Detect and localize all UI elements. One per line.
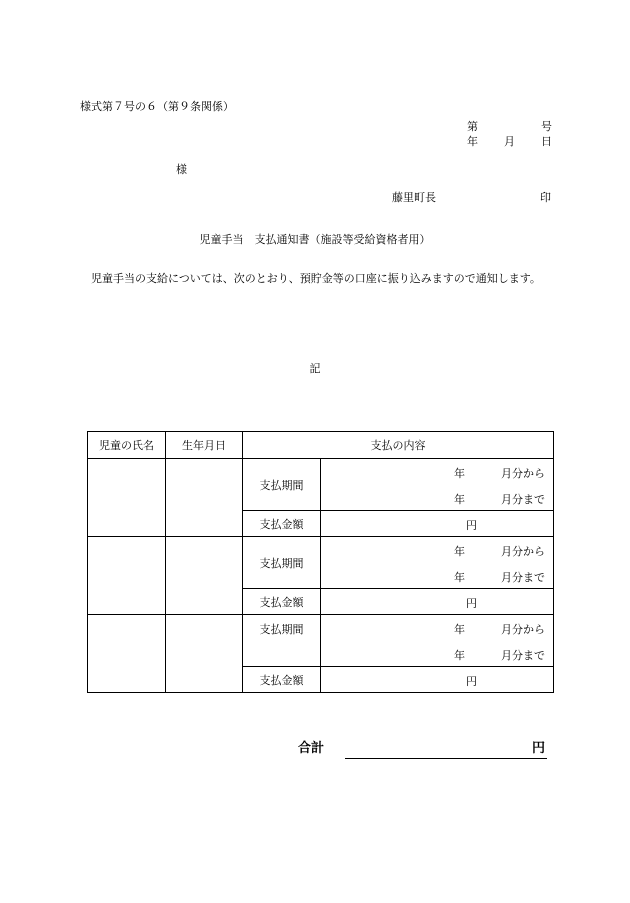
date-line [467,136,552,147]
header-birth-date: 生年月日 [166,432,243,459]
total-label: 合計 [298,741,325,756]
header-child-name: 児童の氏名 [88,432,166,459]
amount-yen: 円 [466,597,477,610]
addressee-honorific: 様 [176,163,187,176]
amount-label: 支払金額 [243,511,321,537]
amount-yen: 円 [466,675,477,688]
table-row [88,615,554,667]
child-name-cell [88,459,166,537]
number-suffix: 号 [541,120,552,133]
birth-date-cell [166,459,243,537]
period-from-text: 月分から [501,545,545,558]
period-label: 支払期間 [243,459,321,511]
period-to-year: 年 [454,571,465,584]
form-number-label: 様式第７号の６（第９条関係） [80,100,234,113]
table-row [88,459,554,511]
seal-mark: 印 [540,191,551,204]
child-name-cell [88,537,166,615]
amount-label: 支払金額 [243,667,321,693]
table-header-row [88,432,554,459]
period-to-year: 年 [454,649,465,662]
date-day: 日 [541,135,552,148]
table-row [88,537,554,589]
header-payment-content: 支払の内容 [243,432,554,459]
date-year: 年 [467,135,478,148]
amount-cell [321,511,554,537]
payment-table [87,431,554,693]
amount-yen: 円 [466,519,477,532]
period-cell [321,459,554,511]
period-to-year: 年 [454,493,465,506]
period-from-text: 月分から [501,623,545,636]
body-paragraph: 児童手当の支給については、次のとおり、預貯金等の口座に振り込みますので通知します。 [91,272,541,285]
document-number-line [467,121,552,132]
date-month: 月 [504,135,515,148]
total-yen: 円 [532,741,546,756]
period-cell [321,615,554,667]
issuer-name: 藤里町長 [392,191,436,204]
amount-cell [321,667,554,693]
number-prefix: 第 [467,120,478,133]
amount-label: 支払金額 [243,589,321,615]
total-underline [345,758,547,759]
period-cell [321,537,554,589]
period-from-year: 年 [454,467,465,480]
birth-date-cell [166,615,243,693]
document-title: 児童手当 支払通知書（施設等受給資格者用） [199,233,431,246]
period-to-text: 月分まで [501,493,545,506]
period-label: 支払期間 [243,537,321,589]
period-to-text: 月分まで [501,649,545,662]
period-from-year: 年 [454,545,465,558]
period-from-year: 年 [454,623,465,636]
child-name-cell [88,615,166,693]
period-label: 支払期間 [243,615,321,667]
birth-date-cell [166,537,243,615]
period-to-text: 月分まで [501,571,545,584]
amount-cell [321,589,554,615]
ki-heading: 記 [309,362,321,375]
period-from-text: 月分から [501,467,545,480]
